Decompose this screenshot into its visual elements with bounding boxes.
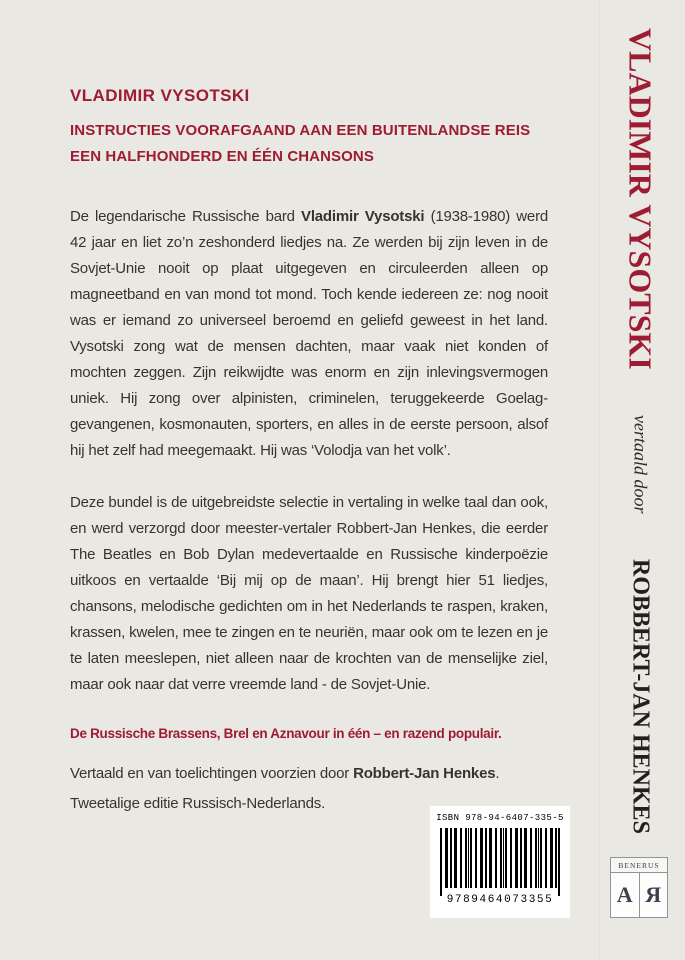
back-cover-text-column (70, 86, 548, 819)
subtitle-line-1: INSTRUCTIES VOORAFGAAND AAN EEN BUITENLANDSE REIS (70, 122, 531, 139)
publisher-monogram (610, 873, 668, 918)
barcode (430, 806, 570, 918)
tagline: De Russische Brassens, Brel en Aznavour in één – en razend populair. (70, 726, 502, 741)
isbn-label: ISBN 978-94-6407-335-5 (436, 813, 564, 823)
colophon-line-2: Tweetalige editie Russisch-Nederlands. (70, 795, 326, 812)
spine-translated-by-label: vertaald door (630, 415, 651, 514)
subtitle-line-2: EEN HALFHONDERD EN ÉÉN CHANSONS (70, 148, 374, 165)
spine-fold-divider (599, 0, 601, 960)
barcode-bars (440, 828, 560, 888)
colophon-line-1: Vertaald en van toelichtingen voorzien door Robbert-Jan Henkes. (70, 765, 500, 782)
spine-book-title: VLADIMIR VYSOTSKI (622, 28, 659, 370)
publisher-logo (610, 857, 668, 918)
publisher-name: BENERUS (610, 857, 668, 873)
monogram-letter-a: A (616, 882, 633, 907)
spine-text-column (609, 28, 671, 834)
barcode-digits: 9789464073355 (446, 894, 554, 906)
monogram-letter-ya: Я (639, 873, 668, 917)
author-title: VLADIMIR VYSOTSKI (70, 86, 250, 105)
body-paragraph-1: De legendarische Russische bard Vladimir Vysotski (1938-1980) werd 42 jaar en liet zo’n zeshonderd liedjes na. Ze werden bij zijn leven in de Sovjet-Unie nooit op plaat uitgegeven en circuleerden alleen op magneetband en van mond tot mond. Toch kende iedereen ze: nog nooit was er iemand zo universeel beroemd en geliefd geweest in het land. Vysotski zong wat de mensen dachten, maar vaak niet konden of mochten zeggen. Zijn reikwijdte was enorm en zijn inlevingsvermogen uniek. Hij zong over alpinisten, criminelen, teruggekeerde Goelag-gevangenen, kosmonauten, sporters, en alles in de eerste persoon, alsof hij het zelf had meegemaakt. Hij was ‘Volodja van het volk’. (70, 208, 549, 459)
body-paragraph-2: Deze bundel is de uitgebreidste selectie in vertaling in welke taal dan ook, en werd verzorgd door meester-vertaler Robbert-Jan Henkes, die eerder The Beatles en Bob Dylan medevertaalde en Russische kinderpoëzie uitkoos en vertaalde ‘Bij mij op de maan’. Hij brengt hier 51 liedjes, chansons, melodische gedichten om in het Nederlands te raspen, kraken, krassen, kwelen, mee te zingen en te neuriën, maar ook om te lezen en je te laten meeslepen, niet alleen naar de krochten van de menselijke ziel, maar ook naar dat verre vreemde land - de Sovjet-Unie. (70, 494, 548, 693)
spine-translator-name: ROBBERT-JAN HENKES (627, 558, 654, 834)
book-subtitle (70, 118, 548, 170)
